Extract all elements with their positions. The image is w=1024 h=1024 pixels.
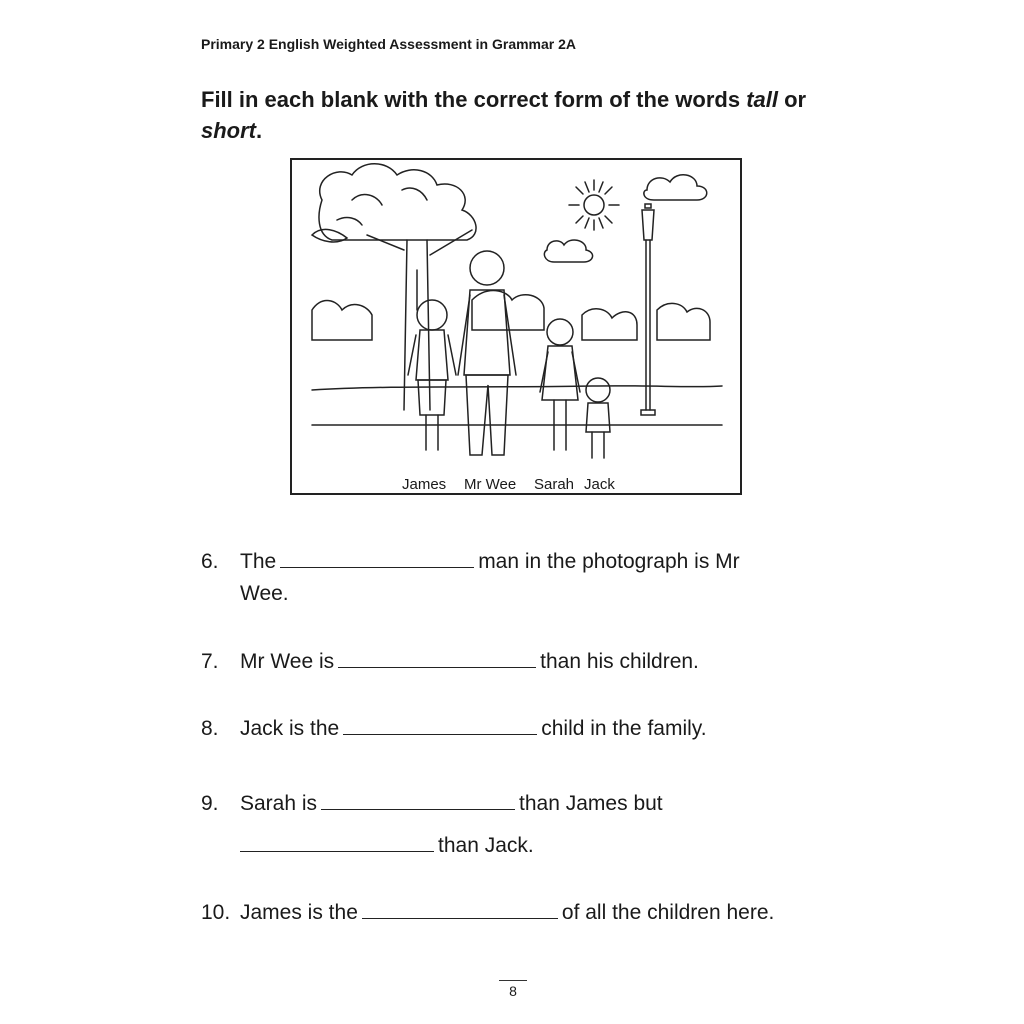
question-9-continued: than Jack. — [236, 829, 534, 862]
question-9: 9. Sarah is than James but — [201, 787, 663, 820]
word-tall: tall — [746, 87, 778, 112]
question-8: 8. Jack is the child in the family. — [201, 712, 707, 745]
answer-blank-10[interactable] — [362, 898, 558, 919]
page-header: Primary 2 English Weighted Assessment in Grammar 2A — [201, 36, 577, 52]
answer-blank-7[interactable] — [338, 647, 536, 668]
answer-blank-9a[interactable] — [321, 789, 515, 810]
question-6: 6. The man in the photograph is Mr — [201, 545, 740, 578]
name-sarah: Sarah — [534, 476, 575, 493]
question-7: 7. Mr Wee is than his children. — [201, 645, 699, 678]
question-10: 10. James is the of all the children here. — [201, 896, 774, 929]
family-photograph — [290, 158, 742, 495]
instruction-text: Fill in each blank with the correct form of the words tall or short. — [201, 87, 807, 143]
answer-blank-6[interactable] — [280, 547, 474, 568]
answer-blank-9b[interactable] — [240, 831, 434, 852]
name-james: James — [402, 476, 447, 493]
page-number: 8 — [499, 980, 527, 999]
word-short: short — [201, 118, 256, 143]
answer-blank-8[interactable] — [343, 714, 537, 735]
question-6-continued: Wee. — [240, 582, 289, 605]
name-mr-wee: Mr Wee — [464, 476, 517, 493]
name-jack: Jack — [584, 476, 615, 493]
park-scene-illustration — [292, 160, 742, 495]
